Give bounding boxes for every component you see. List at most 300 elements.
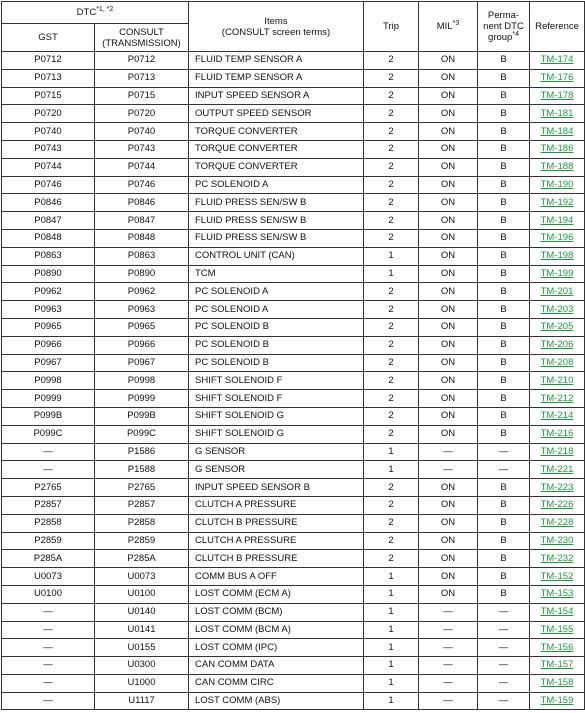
item-cell: CLUTCH A PRESSURE <box>189 532 364 550</box>
reference-cell <box>530 158 585 176</box>
table-row <box>2 603 585 621</box>
consult-cell: P2857 <box>95 496 189 514</box>
reference-link[interactable]: TM-190 <box>540 178 574 190</box>
gst-cell: P0743 <box>2 140 95 158</box>
consult-cell: U1000 <box>95 674 189 692</box>
item-cell: FLUID TEMP SENSOR A <box>189 52 364 70</box>
gst-cell: P0962 <box>2 283 95 301</box>
reference-cell <box>530 123 585 141</box>
table-row <box>2 158 585 176</box>
consult-cell: P0848 <box>95 229 189 247</box>
gst-cell: U0073 <box>2 568 95 586</box>
table-row <box>2 301 585 319</box>
reference-cell <box>530 372 585 390</box>
permanent-dtc-group-cell: B <box>478 372 530 390</box>
table-row <box>2 194 585 212</box>
reference-link[interactable]: TM-158 <box>540 677 574 689</box>
consult-cell: P0962 <box>95 283 189 301</box>
reference-cell <box>530 496 585 514</box>
mil-cell: — <box>419 621 478 639</box>
mil-cell: ON <box>419 69 478 87</box>
item-cell: PC SOLENOID B <box>189 318 364 336</box>
item-cell: LOST COMM (IPC) <box>189 639 364 657</box>
table-row <box>2 354 585 372</box>
table-row <box>2 265 585 283</box>
trip-cell: 1 <box>364 443 419 461</box>
item-cell: SHIFT SOLENOID G <box>189 425 364 443</box>
item-cell: COMM BUS A OFF <box>189 568 364 586</box>
mil-cell: — <box>419 657 478 675</box>
trip-cell: 2 <box>364 283 419 301</box>
consult-cell: U0100 <box>95 585 189 603</box>
reference-link[interactable]: TM-206 <box>540 339 574 351</box>
dtc-table <box>1 1 585 710</box>
gst-cell: P0863 <box>2 247 95 265</box>
reference-link[interactable]: TM-228 <box>540 517 574 529</box>
reference-link[interactable]: TM-199 <box>540 267 574 279</box>
reference-cell <box>530 318 585 336</box>
table-row <box>2 229 585 247</box>
consult-cell: P2859 <box>95 532 189 550</box>
gst-cell: P0744 <box>2 158 95 176</box>
table-row <box>2 657 585 675</box>
item-cell: LOST COMM (ECM A) <box>189 585 364 603</box>
table-row <box>2 443 585 461</box>
reference-cell <box>530 443 585 461</box>
mil-cell: ON <box>419 372 478 390</box>
item-cell: INPUT SPEED SENSOR A <box>189 87 364 105</box>
permanent-dtc-group-cell: B <box>478 176 530 194</box>
item-cell: SHIFT SOLENOID G <box>189 407 364 425</box>
trip-cell: 2 <box>364 407 419 425</box>
table-row <box>2 390 585 408</box>
trip-cell: 2 <box>364 336 419 354</box>
consult-cell: P1586 <box>95 443 189 461</box>
item-cell: G SENSOR <box>189 443 364 461</box>
reference-link[interactable]: TM-152 <box>540 570 574 582</box>
consult-cell: P0715 <box>95 87 189 105</box>
reference-cell <box>530 532 585 550</box>
reference-link[interactable]: TM-188 <box>540 161 574 173</box>
permanent-dtc-group-cell: — <box>478 692 530 710</box>
permanent-dtc-group-cell: B <box>478 265 530 283</box>
mil-cell: ON <box>419 301 478 319</box>
consult-cell: P0740 <box>95 123 189 141</box>
table-row <box>2 87 585 105</box>
reference-cell <box>530 69 585 87</box>
gst-cell: — <box>2 639 95 657</box>
item-cell: CAN COMM DATA <box>189 657 364 675</box>
consult-cell: P0847 <box>95 212 189 230</box>
table-row <box>2 105 585 123</box>
reference-link[interactable]: TM-178 <box>540 89 574 101</box>
reference-link[interactable]: TM-198 <box>540 250 574 262</box>
permanent-dtc-group-cell: B <box>478 123 530 141</box>
reference-link[interactable]: TM-174 <box>540 54 574 66</box>
consult-cell: U1117 <box>95 692 189 710</box>
table-row <box>2 176 585 194</box>
reference-cell <box>530 229 585 247</box>
trip-cell: 1 <box>364 603 419 621</box>
consult-cell: P0744 <box>95 158 189 176</box>
permanent-dtc-group-cell: — <box>478 603 530 621</box>
mil-cell: ON <box>419 194 478 212</box>
consult-cell: P2858 <box>95 514 189 532</box>
reference-cell <box>530 390 585 408</box>
mil-cell: ON <box>419 585 478 603</box>
gst-cell: P0963 <box>2 301 95 319</box>
reference-cell <box>530 603 585 621</box>
item-cell: CLUTCH A PRESSURE <box>189 496 364 514</box>
reference-link[interactable]: TM-194 <box>540 214 574 226</box>
item-cell: INPUT SPEED SENSOR B <box>189 479 364 497</box>
reference-cell <box>530 692 585 710</box>
mil-cell: ON <box>419 568 478 586</box>
table-row <box>2 496 585 514</box>
table-row <box>2 318 585 336</box>
reference-link[interactable]: TM-186 <box>540 143 574 155</box>
mil-cell: ON <box>419 390 478 408</box>
item-cell: SHIFT SOLENOID F <box>189 372 364 390</box>
permanent-dtc-group-cell: B <box>478 158 530 176</box>
trip-cell: 2 <box>364 532 419 550</box>
permanent-dtc-group-cell: B <box>478 229 530 247</box>
item-cell: PC SOLENOID B <box>189 354 364 372</box>
trip-cell: 2 <box>364 229 419 247</box>
reference-cell <box>530 461 585 479</box>
item-cell: TORQUE CONVERTER <box>189 140 364 158</box>
mil-cell: ON <box>419 479 478 497</box>
table-row <box>2 123 585 141</box>
reference-link[interactable]: TM-184 <box>540 125 574 137</box>
trip-cell: 1 <box>364 639 419 657</box>
table-row <box>2 568 585 586</box>
item-cell: SHIFT SOLENOID F <box>189 390 364 408</box>
reference-cell <box>530 283 585 301</box>
mil-cell: — <box>419 603 478 621</box>
table-row <box>2 479 585 497</box>
reference-link[interactable]: TM-232 <box>540 552 574 564</box>
permanent-dtc-group-cell: — <box>478 443 530 461</box>
gst-cell: P099B <box>2 407 95 425</box>
gst-cell: — <box>2 461 95 479</box>
table-row <box>2 674 585 692</box>
gst-cell: P0967 <box>2 354 95 372</box>
item-cell: FLUID TEMP SENSOR A <box>189 69 364 87</box>
item-cell: CAN COMM CIRC <box>189 674 364 692</box>
table-row <box>2 372 585 390</box>
permanent-dtc-group-cell: B <box>478 105 530 123</box>
mil-cell: ON <box>419 87 478 105</box>
reference-cell <box>530 194 585 212</box>
consult-cell: P0746 <box>95 176 189 194</box>
table-row <box>2 247 585 265</box>
consult-cell: U0141 <box>95 621 189 639</box>
consult-cell: U0300 <box>95 657 189 675</box>
mil-cell: ON <box>419 158 478 176</box>
reference-cell <box>530 479 585 497</box>
mil-cell: ON <box>419 229 478 247</box>
consult-cell: P0720 <box>95 105 189 123</box>
table-row <box>2 336 585 354</box>
table-row <box>2 461 585 479</box>
table-row <box>2 407 585 425</box>
consult-header: CONSULT (TRANSMISSION) <box>95 24 189 52</box>
table-row <box>2 283 585 301</box>
reference-link[interactable]: TM-205 <box>540 321 574 333</box>
item-cell: PC SOLENOID A <box>189 176 364 194</box>
table-row <box>2 621 585 639</box>
consult-cell: P0999 <box>95 390 189 408</box>
mil-cell: ON <box>419 265 478 283</box>
permanent-dtc-group-cell: B <box>478 532 530 550</box>
reference-link[interactable]: TM-196 <box>540 232 574 244</box>
trip-cell: 2 <box>364 550 419 568</box>
trip-cell: 2 <box>364 158 419 176</box>
trip-cell: 2 <box>364 318 419 336</box>
table-body <box>2 52 585 710</box>
reference-cell <box>530 568 585 586</box>
reference-link[interactable]: TM-157 <box>540 659 574 671</box>
table-row <box>2 140 585 158</box>
gst-cell: P0712 <box>2 52 95 70</box>
consult-cell: P0998 <box>95 372 189 390</box>
consult-cell: P0743 <box>95 140 189 158</box>
permanent-dtc-group-cell: B <box>478 212 530 230</box>
permanent-dtc-group-cell: B <box>478 585 530 603</box>
permanent-dtc-group-cell: B <box>478 514 530 532</box>
mil-cell: ON <box>419 496 478 514</box>
reference-cell <box>530 585 585 603</box>
trip-cell: 2 <box>364 69 419 87</box>
gst-cell: — <box>2 657 95 675</box>
permanent-dtc-group-cell: B <box>478 425 530 443</box>
gst-cell: P0848 <box>2 229 95 247</box>
reference-link[interactable]: TM-201 <box>540 285 574 297</box>
trip-cell: 2 <box>364 390 419 408</box>
consult-cell: P0712 <box>95 52 189 70</box>
item-cell: TCM <box>189 265 364 283</box>
trip-cell: 2 <box>364 354 419 372</box>
gst-cell: P0715 <box>2 87 95 105</box>
item-cell: PC SOLENOID B <box>189 336 364 354</box>
reference-link[interactable]: TM-226 <box>540 499 574 511</box>
consult-cell: P0846 <box>95 194 189 212</box>
table-row <box>2 514 585 532</box>
item-cell: LOST COMM (BCM) <box>189 603 364 621</box>
gst-header: GST <box>2 24 95 52</box>
reference-cell <box>530 425 585 443</box>
trip-cell: 2 <box>364 176 419 194</box>
permanent-dtc-group-cell: B <box>478 354 530 372</box>
consult-cell: P1588 <box>95 461 189 479</box>
reference-link[interactable]: TM-192 <box>540 196 574 208</box>
permanent-dtc-group-cell: B <box>478 283 530 301</box>
consult-cell: U0140 <box>95 603 189 621</box>
reference-cell <box>530 514 585 532</box>
mil-cell: — <box>419 639 478 657</box>
trip-cell: 2 <box>364 194 419 212</box>
trip-cell: 2 <box>364 514 419 532</box>
gst-cell: P0998 <box>2 372 95 390</box>
consult-cell: P0963 <box>95 301 189 319</box>
trip-cell: 1 <box>364 674 419 692</box>
item-cell: LOST COMM (ABS) <box>189 692 364 710</box>
gst-cell: — <box>2 603 95 621</box>
gst-cell: — <box>2 692 95 710</box>
reference-cell <box>530 354 585 372</box>
mil-cell: ON <box>419 283 478 301</box>
gst-cell: P2858 <box>2 514 95 532</box>
reference-link[interactable]: TM-216 <box>540 428 574 440</box>
item-cell: G SENSOR <box>189 461 364 479</box>
item-cell: CLUTCH B PRESSURE <box>189 550 364 568</box>
permanent-dtc-group-cell: — <box>478 639 530 657</box>
permanent-dtc-group-cell: B <box>478 194 530 212</box>
mil-cell: ON <box>419 212 478 230</box>
reference-link[interactable]: TM-221 <box>540 463 574 475</box>
gst-cell: P0740 <box>2 123 95 141</box>
consult-cell: P0966 <box>95 336 189 354</box>
reference-link[interactable]: TM-218 <box>540 445 574 457</box>
dtc-header: $DTC^{*1, *2}$ <box>2 2 189 24</box>
gst-cell: — <box>2 674 95 692</box>
trip-cell: 2 <box>364 496 419 514</box>
reference-link[interactable]: TM-230 <box>540 534 574 546</box>
permanent-dtc-group-cell: B <box>478 550 530 568</box>
reference-link[interactable]: TM-212 <box>540 392 574 404</box>
consult-cell: U0073 <box>95 568 189 586</box>
gst-cell: P2857 <box>2 496 95 514</box>
reference-link[interactable]: TM-181 <box>540 107 574 119</box>
trip-cell: 1 <box>364 461 419 479</box>
reference-cell <box>530 247 585 265</box>
reference-link[interactable]: TM-223 <box>540 481 574 493</box>
mil-cell: ON <box>419 318 478 336</box>
permanent-dtc-group-cell: B <box>478 336 530 354</box>
items-header: Items (CONSULT screen terms) <box>189 2 364 52</box>
gst-cell: P0965 <box>2 318 95 336</box>
trip-cell: 1 <box>364 585 419 603</box>
permanent-dtc-group-cell: B <box>478 496 530 514</box>
mil-cell: — <box>419 674 478 692</box>
table-row <box>2 532 585 550</box>
reference-cell <box>530 621 585 639</box>
gst-cell: P2859 <box>2 532 95 550</box>
item-cell: OUTPUT SPEED SENSOR <box>189 105 364 123</box>
table-row <box>2 639 585 657</box>
table-header <box>2 2 585 52</box>
reference-link[interactable]: TM-214 <box>540 410 574 422</box>
consult-cell: P0890 <box>95 265 189 283</box>
table-row <box>2 550 585 568</box>
permanent-dtc-group-cell: — <box>478 461 530 479</box>
consult-cell: P2765 <box>95 479 189 497</box>
permanent-dtc-group-cell: B <box>478 407 530 425</box>
consult-cell: P0965 <box>95 318 189 336</box>
reference-link[interactable]: TM-153 <box>540 588 574 600</box>
gst-cell: P285A <box>2 550 95 568</box>
item-cell: PC SOLENOID A <box>189 301 364 319</box>
consult-cell: P0863 <box>95 247 189 265</box>
reference-cell <box>530 657 585 675</box>
mil-cell: ON <box>419 425 478 443</box>
gst-cell: P0720 <box>2 105 95 123</box>
consult-cell: P099B <box>95 407 189 425</box>
reference-cell <box>530 301 585 319</box>
reference-link[interactable]: TM-210 <box>540 374 574 386</box>
permanent-dtc-group-cell: B <box>478 140 530 158</box>
trip-cell: 2 <box>364 212 419 230</box>
mil-cell: ON <box>419 140 478 158</box>
permanent-dtc-group-cell: B <box>478 390 530 408</box>
gst-cell: P0847 <box>2 212 95 230</box>
mil-cell: ON <box>419 247 478 265</box>
consult-cell: P285A <box>95 550 189 568</box>
reference-cell <box>530 176 585 194</box>
reference-link[interactable]: TM-203 <box>540 303 574 315</box>
table-row <box>2 52 585 70</box>
permanent-dtc-group-cell: B <box>478 479 530 497</box>
table-row <box>2 425 585 443</box>
reference-cell <box>530 407 585 425</box>
table-row <box>2 692 585 710</box>
mil-cell: — <box>419 461 478 479</box>
gst-cell: P0746 <box>2 176 95 194</box>
trip-cell: 2 <box>364 87 419 105</box>
reference-cell <box>530 265 585 283</box>
reference-link[interactable]: TM-154 <box>540 606 574 618</box>
trip-header: Trip <box>364 2 419 52</box>
reference-link[interactable]: TM-208 <box>540 356 574 368</box>
reference-cell <box>530 336 585 354</box>
gst-cell: — <box>2 621 95 639</box>
item-cell: PC SOLENOID A <box>189 283 364 301</box>
item-cell: TORQUE CONVERTER <box>189 123 364 141</box>
reference-link[interactable]: TM-156 <box>540 641 574 653</box>
reference-link[interactable]: TM-176 <box>540 72 574 84</box>
reference-cell <box>530 674 585 692</box>
gst-cell: P0966 <box>2 336 95 354</box>
consult-cell: P0967 <box>95 354 189 372</box>
trip-cell: 2 <box>364 140 419 158</box>
gst-cell: P0890 <box>2 265 95 283</box>
trip-cell: 2 <box>364 372 419 390</box>
item-cell: CONTROL UNIT (CAN) <box>189 247 364 265</box>
trip-cell: 2 <box>364 301 419 319</box>
consult-cell: P0713 <box>95 69 189 87</box>
mil-cell: ON <box>419 176 478 194</box>
permanent-dtc-group-header: Perma- nent DTC group$^{*4}$ <box>478 2 530 52</box>
permanent-dtc-group-cell: — <box>478 657 530 675</box>
table-row <box>2 69 585 87</box>
reference-link[interactable]: TM-159 <box>540 695 574 707</box>
mil-cell: ON <box>419 514 478 532</box>
trip-cell: 2 <box>364 105 419 123</box>
reference-cell <box>530 105 585 123</box>
item-cell: TORQUE CONVERTER <box>189 158 364 176</box>
trip-cell: 1 <box>364 265 419 283</box>
reference-link[interactable]: TM-155 <box>540 623 574 635</box>
trip-cell: 1 <box>364 568 419 586</box>
mil-cell: ON <box>419 336 478 354</box>
reference-cell <box>530 52 585 70</box>
reference-cell <box>530 639 585 657</box>
trip-cell: 2 <box>364 52 419 70</box>
gst-cell: P0713 <box>2 69 95 87</box>
mil-cell: ON <box>419 532 478 550</box>
permanent-dtc-group-cell: B <box>478 52 530 70</box>
